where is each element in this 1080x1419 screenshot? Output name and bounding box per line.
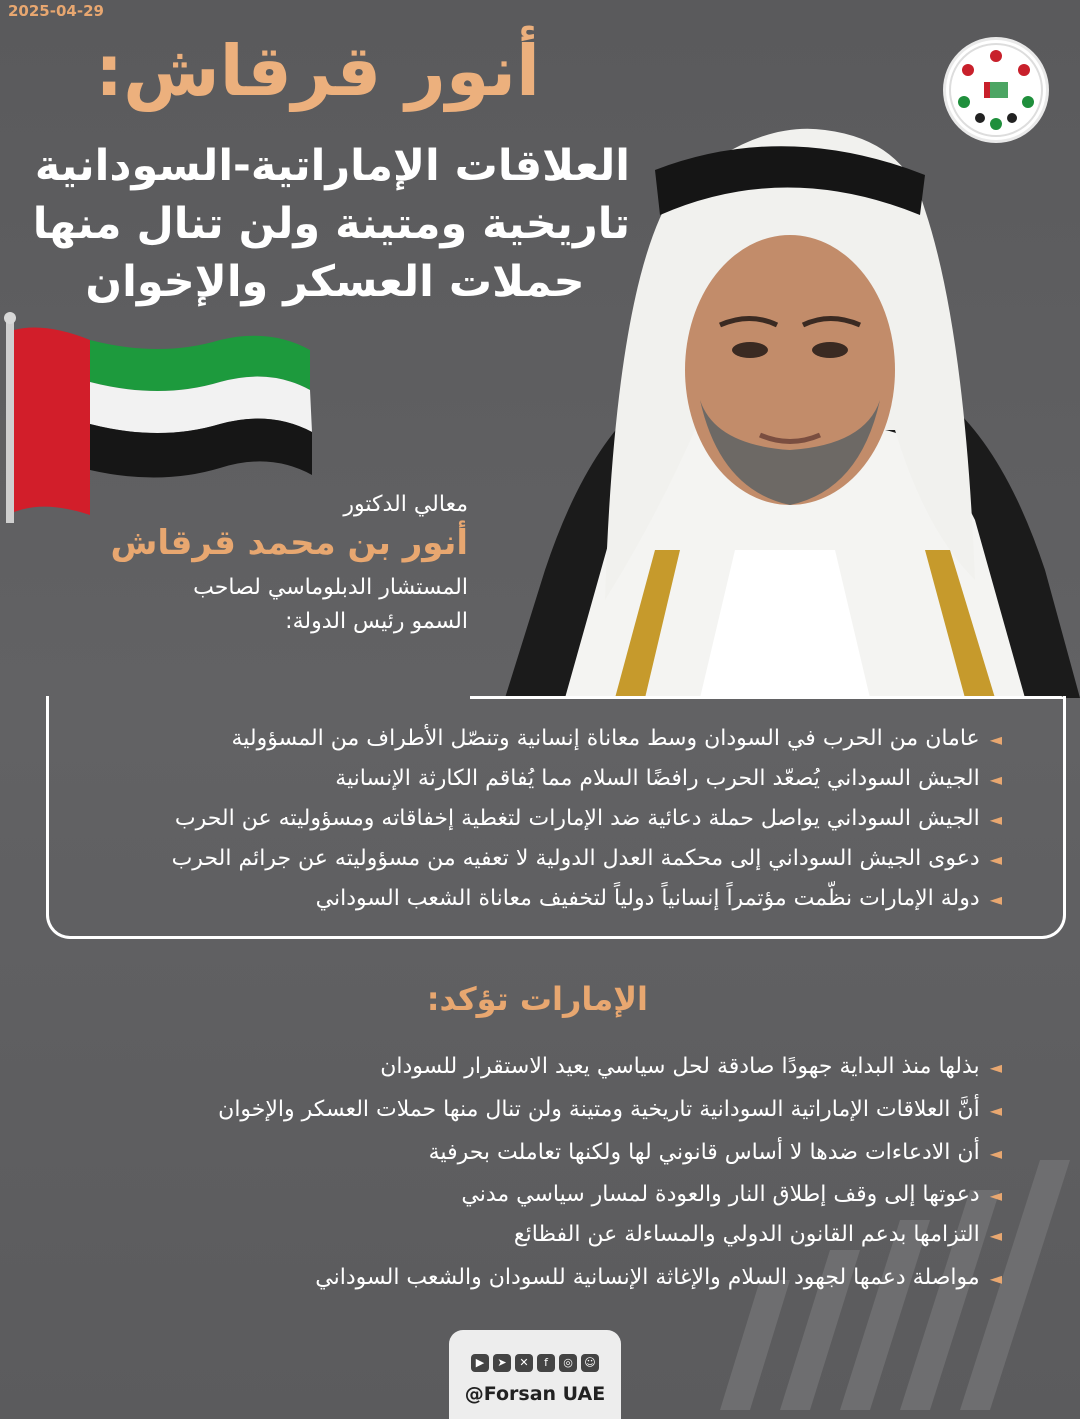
social-icons <box>471 1354 599 1372</box>
triangle-bullet-icon: ◄ <box>989 1101 1002 1120</box>
youtube-icon[interactable]: ▶ <box>471 1354 489 1372</box>
affirm-text: التزامها بدعم القانون الدولي والمساءلة عن الفظائع <box>513 1222 980 1247</box>
point-item <box>175 806 1002 831</box>
point-text: دولة الإمارات نظّمت مؤتمراً إنسانياً دولياً لتخفيف معاناة الشعب السوداني <box>315 886 980 911</box>
point-text: دعوى الجيش السوداني إلى محكمة العدل الدولية لا تعفيه من مسؤوليته عن جرائم الحرب <box>171 846 980 871</box>
section-title: الإمارات تؤكد: <box>426 980 648 1018</box>
headline-line: حملات العسكر والإخوان <box>85 257 585 307</box>
triangle-bullet-icon: ◄ <box>989 890 1002 909</box>
facebook-icon[interactable]: f <box>537 1354 555 1372</box>
social-footer <box>449 1330 621 1419</box>
speaker-honorific: معالي الدكتور <box>343 492 468 517</box>
triangle-bullet-icon: ◄ <box>989 1186 1002 1205</box>
affirm-item <box>461 1182 1002 1207</box>
date-label: 2025-04-29 <box>8 2 104 20</box>
triangle-bullet-icon: ◄ <box>989 1058 1002 1077</box>
point-text: عامان من الحرب في السودان وسط معاناة إنسانية وتنصّل الأطراف من المسؤولية <box>231 726 980 751</box>
x-icon[interactable]: ✕ <box>515 1354 533 1372</box>
portrait-image <box>505 100 1080 698</box>
telegram-icon[interactable]: ➤ <box>493 1354 511 1372</box>
affirm-text: بذلها منذ البداية جهودًا صادقة لحل سياسي يعيد الاستقرار للسودان <box>380 1054 980 1079</box>
speaker-caption <box>110 492 468 639</box>
triangle-bullet-icon: ◄ <box>989 1226 1002 1245</box>
point-text: الجيش السوداني يواصل حملة دعائية ضد الإمارات لتغطية إخفاقاته ومسؤوليته عن الحرب <box>174 806 980 831</box>
affirm-item <box>315 1265 1002 1290</box>
triangle-bullet-icon: ◄ <box>989 730 1002 749</box>
speaker-role-line: المستشار الدبلوماسي لصاحب <box>193 575 468 600</box>
affirm-item <box>514 1222 1002 1247</box>
point-item <box>172 846 1002 871</box>
triangle-bullet-icon: ◄ <box>989 1269 1002 1288</box>
affirm-item <box>218 1097 1002 1122</box>
headline-line: تاريخية ومتينة ولن تنال منها <box>32 199 630 249</box>
point-item <box>335 766 1002 791</box>
triangle-bullet-icon: ◄ <box>989 1144 1002 1163</box>
affirm-item <box>380 1054 1002 1079</box>
triangle-bullet-icon: ◄ <box>989 850 1002 869</box>
snapchat-icon[interactable]: ☺ <box>581 1354 599 1372</box>
point-item <box>231 726 1002 751</box>
instagram-icon[interactable]: ◎ <box>559 1354 577 1372</box>
speaker-name: أنور بن محمد قرقاش <box>110 523 468 563</box>
triangle-bullet-icon: ◄ <box>989 810 1002 829</box>
point-text: الجيش السوداني يُصعّد الحرب رافضًا السلام مما يُفاقم الكارثة الإنسانية <box>335 766 980 791</box>
social-handle[interactable]: @Forsan UAE <box>464 1383 606 1405</box>
point-item <box>316 886 1002 911</box>
speaker-role <box>128 571 468 639</box>
headline-line: العلاقات الإماراتية-السودانية <box>34 141 630 191</box>
affirm-text: مواصلة دعمها لجهود السلام والإغاثة الإنسانية للسودان والشعب السوداني <box>315 1265 980 1290</box>
affirm-text: أنَّ العلاقات الإماراتية السودانية تاريخية ومتينة ولن تنال منها حملات العسكر والإخوان <box>218 1097 980 1122</box>
triangle-bullet-icon: ◄ <box>989 770 1002 789</box>
page-title: أنور قرقاش: <box>95 30 540 112</box>
affirm-text: أن الادعاءات ضدها لا أساس قانوني لها ولكنها تعاملت بحرفية <box>428 1140 980 1165</box>
affirm-text: دعوتها إلى وقف إطلاق النار والعودة لمسار سياسي مدني <box>461 1182 980 1207</box>
affirm-item <box>429 1140 1002 1165</box>
speaker-role-line: السمو رئيس الدولة: <box>285 609 468 634</box>
